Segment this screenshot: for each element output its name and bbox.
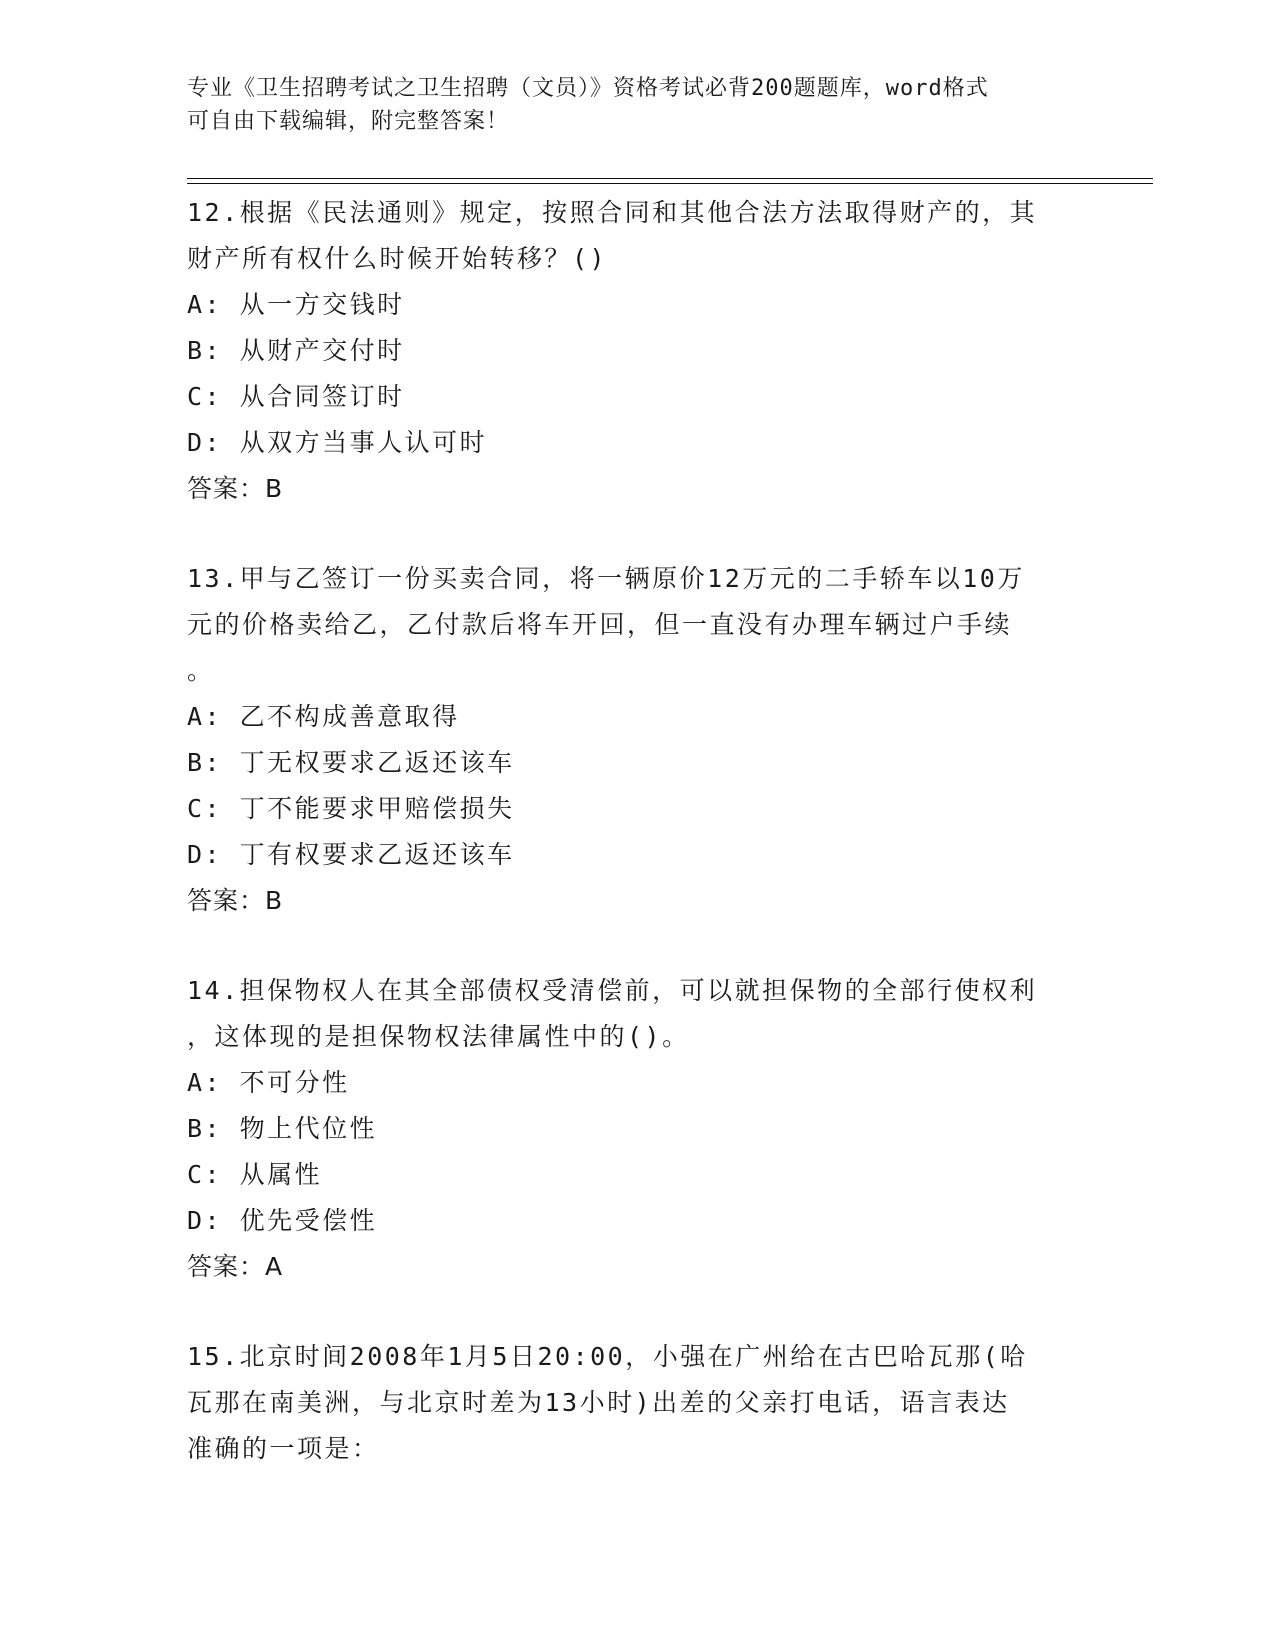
option-b: B: 物上代位性 (187, 1114, 378, 1143)
answer-line: 答案：B (187, 886, 284, 915)
question-text-line: 15.北京时间2008年1月5日20:00，小强在广州给在古巴哈瓦那(哈 (187, 1342, 1028, 1371)
option-a: A: 不可分性 (187, 1068, 350, 1097)
option-d: D: 从双方当事人认可时 (187, 428, 488, 457)
question-15 (187, 1334, 1087, 1472)
question-text-line: ，这体现的是担保物权法律属性中的()。 (187, 1022, 690, 1051)
question-text-line: 14.担保物权人在其全部债权受清偿前，可以就担保物的全部行使权利 (187, 976, 1038, 1005)
option-d: D: 丁有权要求乙返还该车 (187, 840, 515, 869)
question-text-line: 财产所有权什么时候开始转移？() (187, 244, 608, 273)
header-line-2: 可自由下载编辑，附完整答案！ (187, 109, 510, 134)
question-12 (187, 190, 1087, 512)
option-a: A: 乙不构成善意取得 (187, 702, 460, 731)
spacer (187, 512, 1087, 556)
option-a: A: 从一方交钱时 (187, 290, 405, 319)
header-divider-bottom (187, 183, 1153, 184)
question-14 (187, 968, 1087, 1290)
question-text-line: 。 (187, 656, 215, 685)
question-text-line: 准确的一项是： (187, 1434, 380, 1463)
spacer (187, 1290, 1087, 1334)
option-c: C: 从属性 (187, 1160, 323, 1189)
option-c: C: 从合同签订时 (187, 382, 405, 411)
question-text-line: 元的价格卖给乙，乙付款后将车开回，但一直没有办理车辆过户手续 (187, 610, 1013, 639)
header-line-1: 专业《卫生招聘考试之卫生招聘（文员）》资格考试必背200题题库，word格式 (187, 76, 989, 101)
question-list (187, 190, 1087, 1472)
document-header (187, 72, 1067, 138)
question-13 (187, 556, 1087, 924)
spacer (187, 924, 1087, 968)
header-divider-top (187, 178, 1153, 179)
answer-line: 答案：B (187, 474, 284, 503)
option-b: B: 丁无权要求乙返还该车 (187, 748, 515, 777)
question-text-line: 瓦那在南美洲，与北京时差为13小时)出差的父亲打电话，语言表达 (187, 1388, 1010, 1417)
question-text-line: 13.甲与乙签订一份买卖合同，将一辆原价12万元的二手轿车以10万 (187, 564, 1025, 593)
option-c: C: 丁不能要求甲赔偿损失 (187, 794, 515, 823)
option-b: B: 从财产交付时 (187, 336, 405, 365)
option-d: D: 优先受偿性 (187, 1206, 378, 1235)
answer-line: 答案：A (187, 1252, 284, 1281)
question-text-line: 12.根据《民法通则》规定，按照合同和其他合法方法取得财产的，其 (187, 198, 1038, 227)
